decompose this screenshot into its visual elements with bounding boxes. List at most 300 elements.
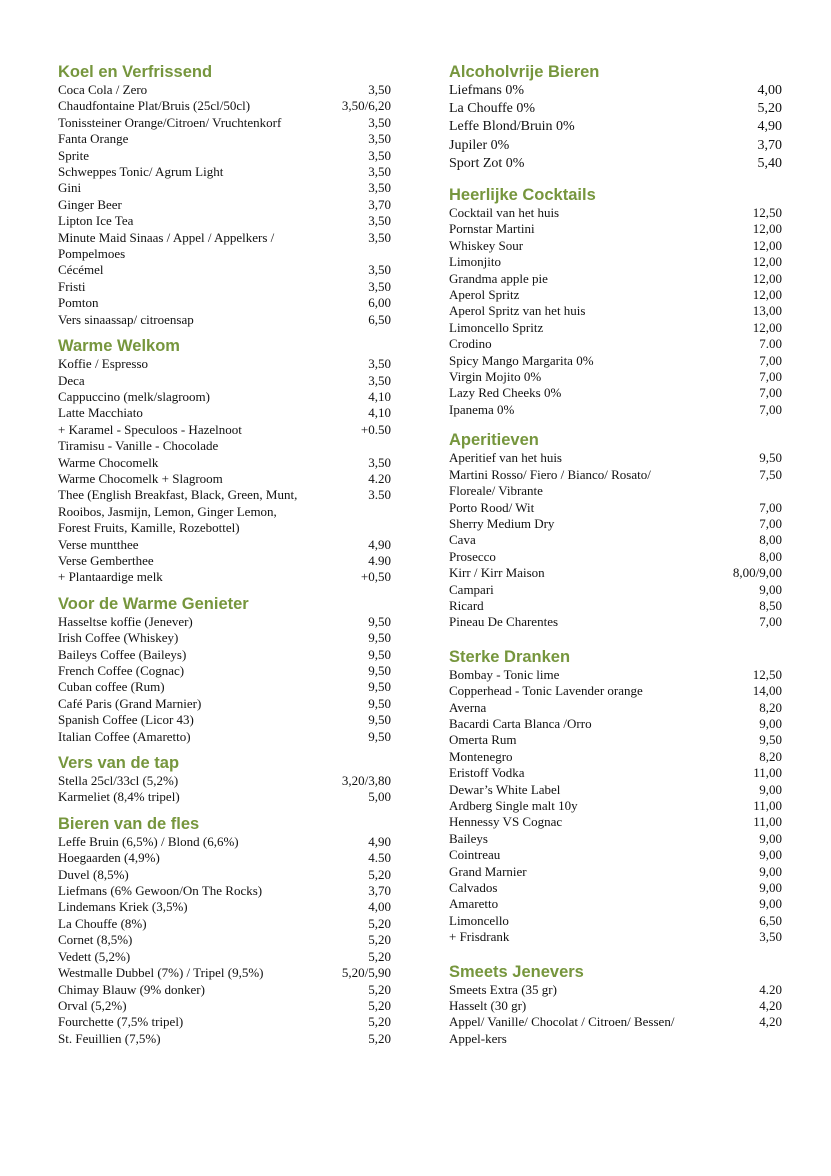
- menu-item: [58, 1014, 391, 1030]
- menu-item: [449, 929, 782, 945]
- menu-item: [58, 630, 391, 646]
- item-list: [449, 82, 782, 173]
- menu-item: [449, 221, 782, 237]
- price: 9,50: [368, 695, 391, 711]
- section-title: Alcoholvrije Bieren: [449, 63, 600, 81]
- item-name: Sport Zot 0%: [449, 155, 525, 171]
- price: 5,20: [368, 1030, 391, 1046]
- item-name: Grandma apple pie: [449, 270, 548, 286]
- menu-item: [58, 789, 391, 805]
- item-name: Baileys Coffee (Baileys): [58, 646, 187, 662]
- menu-item: [58, 373, 391, 389]
- menu-item: [58, 883, 391, 899]
- item-name: Vers sinaassap/ citroensap: [58, 311, 194, 327]
- item-name: Prosecco: [449, 548, 496, 564]
- menu-item: [449, 100, 782, 118]
- menu-item: [449, 565, 782, 581]
- section-bieren-van-de-fles: [58, 814, 391, 1047]
- item-name: + Karamel - Speculoos - Hazelnoot: [58, 421, 242, 437]
- item-list: [58, 356, 391, 586]
- price: 4,90: [757, 119, 782, 135]
- item-name: Cappuccino (melk/slagroom): [58, 388, 210, 404]
- price: 9,50: [368, 712, 391, 728]
- item-name: Koffie / Espresso: [58, 356, 149, 372]
- menu-item: [58, 148, 391, 164]
- item-name: Café Paris (Grand Marnier): [58, 695, 202, 711]
- item-name: Limoncello: [449, 912, 509, 928]
- item-name: Lindemans Kriek (3,5%): [58, 899, 188, 915]
- price: 12,50: [752, 205, 782, 221]
- section-title: Bieren van de fles: [58, 814, 200, 833]
- price: 5,20: [757, 101, 782, 117]
- item-list: [58, 834, 391, 1047]
- item-name: Schweppes Tonic/ Agrum Light: [58, 164, 224, 180]
- item-name: Cuban coffee (Rum): [58, 679, 165, 695]
- price: 4,20: [759, 998, 782, 1014]
- menu-item: [58, 471, 391, 487]
- menu-item: [449, 700, 782, 716]
- item-name: Baileys: [449, 830, 488, 846]
- menu-item: [58, 230, 391, 263]
- price: 7,00: [759, 385, 782, 401]
- item-name: Liefmans (6% Gewoon/On The Rocks): [58, 883, 263, 899]
- section-title: Warme Welkom: [58, 337, 180, 356]
- menu-item: [449, 667, 782, 683]
- price: 7,00: [759, 614, 782, 630]
- price: 4,10: [368, 388, 391, 404]
- item-name: Gini: [58, 180, 82, 196]
- menu-item: [58, 537, 391, 553]
- section-vers-van-de-tap: [58, 753, 391, 806]
- menu-item: [449, 402, 782, 418]
- menu-column-right: [449, 62, 782, 1047]
- menu-item: [58, 712, 391, 728]
- menu-item: [449, 238, 782, 254]
- menu-item: [449, 1014, 782, 1047]
- section-title: Smeets Jenevers: [449, 962, 584, 981]
- item-name: Verse Gemberthee: [58, 552, 154, 568]
- price: 9,00: [759, 863, 782, 879]
- price: 3,50: [368, 278, 391, 294]
- menu-item: [449, 516, 782, 532]
- item-name: La Chouffe (8%): [58, 915, 147, 931]
- menu-item: [58, 115, 391, 131]
- price: 5,20: [368, 915, 391, 931]
- menu-item: [58, 98, 391, 114]
- menu-item: [58, 422, 391, 438]
- item-name: Smeets Extra (35 gr): [449, 981, 557, 997]
- item-list: [449, 450, 782, 630]
- menu-item: [449, 614, 782, 630]
- item-list: [58, 82, 391, 328]
- price: 9,00: [759, 581, 782, 597]
- price: 7,00: [759, 401, 782, 417]
- menu-item: [58, 389, 391, 405]
- price: 7.00: [759, 336, 782, 352]
- price: 9,50: [759, 450, 782, 466]
- menu-item: [58, 696, 391, 712]
- menu-item: [449, 896, 782, 912]
- item-name: Bacardi Carta Blanca /Orro: [449, 715, 592, 731]
- price: 14,00: [752, 683, 782, 699]
- item-name: Minute Maid Sinaas / Appel / Appelkers / Pompelmoes: [58, 229, 275, 262]
- menu-item: [449, 532, 782, 548]
- item-name: Cointreau: [449, 847, 501, 863]
- price: 11,00: [753, 798, 782, 814]
- menu-item: [58, 729, 391, 745]
- menu-item: [449, 582, 782, 598]
- menu-item: [58, 405, 391, 421]
- price: 4.20: [368, 470, 391, 486]
- item-name: Italian Coffee (Amaretto): [58, 728, 191, 744]
- price: +0,50: [360, 569, 391, 585]
- item-name: Pomton: [58, 295, 99, 311]
- section-koel-en-verfrissend: [58, 62, 391, 328]
- price: 8,00/9,00: [732, 565, 782, 581]
- menu-item: [449, 913, 782, 929]
- item-name: Limoncello Spritz: [449, 319, 544, 335]
- menu-item: [58, 164, 391, 180]
- item-name: Vedett (5,2%): [58, 948, 131, 964]
- section-voor-de-warme-genieter: [58, 594, 391, 745]
- item-name: Cava: [449, 532, 476, 548]
- price: 8,50: [759, 597, 782, 613]
- menu-item: [449, 271, 782, 287]
- item-name: Dewar’s White Label: [449, 781, 561, 797]
- menu-item: [58, 834, 391, 850]
- menu-item: [449, 137, 782, 155]
- menu-item: [58, 679, 391, 695]
- item-name: Fristi: [58, 278, 86, 294]
- item-name: Whiskey Sour: [449, 237, 524, 253]
- menu-item: [449, 155, 782, 173]
- item-list: [58, 614, 391, 745]
- price: 8,20: [759, 699, 782, 715]
- price: 9,50: [368, 663, 391, 678]
- item-name: Grand Marnier: [449, 863, 527, 879]
- item-list: [449, 667, 782, 946]
- price: 12,00: [752, 221, 782, 237]
- item-name: Karmeliet (8,4% tripel): [58, 789, 180, 805]
- price: +0.50: [360, 421, 391, 437]
- price: 3,50: [368, 164, 391, 180]
- price: 4,20: [759, 1014, 782, 1030]
- item-name: Pornstar Martini: [449, 221, 535, 237]
- item-name: Tonissteiner Orange/Citroen/ Vruchtenkorf: [58, 114, 282, 130]
- menu-item: [58, 356, 391, 372]
- menu-item: [449, 831, 782, 847]
- item-name: Duvel (8,5%): [58, 866, 129, 882]
- item-name: Ginger Beer: [58, 196, 122, 212]
- item-name: Chimay Blauw (9% donker): [58, 981, 205, 997]
- price: 12,00: [752, 270, 782, 286]
- price: 9,00: [759, 781, 782, 797]
- price: 3,50: [368, 114, 391, 130]
- menu-item: [58, 867, 391, 883]
- menu-item: [449, 880, 782, 896]
- item-name: Omerta Rum: [449, 732, 517, 748]
- menu-item: [449, 385, 782, 401]
- item-name: Leffe Blond/Bruin 0%: [449, 119, 575, 135]
- menu-item: [449, 683, 782, 699]
- menu-item: [449, 598, 782, 614]
- price: 9,50: [368, 646, 391, 662]
- price: 11,00: [753, 765, 782, 781]
- item-name: Sprite: [58, 147, 90, 163]
- menu-item: [449, 814, 782, 830]
- price: 7,00: [759, 352, 782, 368]
- menu-item: [58, 998, 391, 1014]
- item-name: Porto Rood/ Wit: [449, 499, 535, 515]
- item-list: [449, 982, 782, 1048]
- price: 3,70: [368, 196, 391, 212]
- price: 8,20: [759, 748, 782, 764]
- price: 4,00: [757, 83, 782, 98]
- menu-item: [449, 765, 782, 781]
- menu-column-left: [58, 62, 391, 1047]
- item-name: Crodino: [449, 336, 492, 352]
- menu-item: [449, 847, 782, 863]
- menu-item: [449, 982, 782, 998]
- menu-item: [58, 455, 391, 471]
- menu-item: [449, 287, 782, 303]
- item-name: Warme Chocomelk: [58, 454, 159, 470]
- price: 9,50: [368, 679, 391, 695]
- menu-item: [449, 353, 782, 369]
- item-name: Orval (5,2%): [58, 997, 127, 1013]
- menu-item: [449, 205, 782, 221]
- price: 3,50/6,20: [341, 98, 391, 114]
- price: 3.50: [368, 487, 391, 503]
- item-list: [449, 205, 782, 418]
- item-name: Eristoff Vodka: [449, 765, 525, 781]
- price: 12,00: [752, 237, 782, 253]
- menu-item: [449, 998, 782, 1014]
- price: 9,00: [759, 880, 782, 896]
- menu-item: [449, 82, 782, 100]
- menu-item: [58, 312, 391, 328]
- menu-item: [58, 487, 391, 536]
- item-name: Hasseltse koffie (Jenever): [58, 613, 193, 629]
- menu-item: [58, 569, 391, 585]
- menu-item: [58, 850, 391, 866]
- section-title: Heerlijke Cocktails: [449, 186, 596, 205]
- price: 5,40: [757, 155, 782, 171]
- item-name: Latte Macchiato: [58, 405, 143, 421]
- menu-item: [449, 467, 782, 500]
- price: 3,50: [368, 82, 391, 97]
- item-name: Fanta Orange: [58, 131, 129, 147]
- price: 6,50: [759, 912, 782, 928]
- item-name: Liefmans 0%: [449, 83, 525, 98]
- item-name: Calvados: [449, 880, 498, 896]
- menu-item: [58, 663, 391, 679]
- menu-item: [58, 899, 391, 915]
- item-name: Warme Chocomelk + Slagroom: [58, 470, 223, 486]
- section-heerlijke-cocktails: [449, 185, 782, 418]
- price: 3,50: [368, 262, 391, 278]
- menu-item: [449, 320, 782, 336]
- menu-item: [449, 118, 782, 136]
- menu-item: [58, 438, 391, 454]
- section-warme-welkom: [58, 336, 391, 586]
- price: 9,00: [759, 830, 782, 846]
- item-name: Coca Cola / Zero: [58, 82, 148, 97]
- price: 3,50: [368, 147, 391, 163]
- item-name: Averna: [449, 699, 487, 715]
- price: 4,90: [368, 536, 391, 552]
- menu-item: [58, 773, 391, 789]
- item-name: Hennessy VS Cognac: [449, 814, 563, 830]
- price: 9,50: [759, 732, 782, 748]
- item-name: Copperhead - Tonic Lavender orange: [449, 683, 643, 699]
- item-name: Cécémel: [58, 262, 104, 278]
- menu-item: [58, 262, 391, 278]
- item-name: Bombay - Tonic lime: [449, 666, 560, 682]
- item-name: Spicy Mango Margarita 0%: [449, 352, 594, 368]
- item-name: Thee (English Breakfast, Black, Green, Munt, Rooibos, Jasmijn, Lemon, Ginger Lemon, Forest Fruits, Kamille, Rozebottel): [58, 487, 298, 536]
- price: 9,50: [368, 630, 391, 646]
- price: 3,50: [368, 131, 391, 147]
- item-name: Chaudfontaine Plat/Bruis (25cl/50cl): [58, 98, 251, 114]
- menu-item: [449, 716, 782, 732]
- menu-item: [58, 965, 391, 981]
- price: 7,00: [759, 369, 782, 385]
- item-name: Hasselt (30 gr): [449, 998, 527, 1014]
- price: 3,20/3,80: [341, 773, 391, 789]
- price: 3,50: [368, 372, 391, 388]
- item-name: Lipton Ice Tea: [58, 213, 134, 229]
- menu-item: [58, 197, 391, 213]
- item-name: Leffe Bruin (6,5%) / Blond (6,6%): [58, 833, 239, 849]
- item-name: Aperol Spritz van het huis: [449, 303, 586, 319]
- item-name: Fourchette (7,5% tripel): [58, 1014, 184, 1030]
- item-name: Ricard: [449, 597, 484, 613]
- price: 11,00: [753, 814, 782, 830]
- price: 5,20: [368, 981, 391, 997]
- item-name: Aperitief van het huis: [449, 450, 562, 466]
- price: 4,10: [368, 405, 391, 421]
- section-title: Vers van de tap: [58, 754, 180, 773]
- price: 5,20: [368, 948, 391, 964]
- item-name: Ardberg Single malt 10y: [449, 798, 578, 814]
- item-name: Amaretto: [449, 896, 499, 912]
- price: 4.20: [759, 981, 782, 997]
- price: 5,20: [368, 866, 391, 882]
- price: 5,00: [368, 789, 391, 805]
- item-name: Pineau De Charentes: [449, 614, 559, 630]
- price: 13,00: [752, 303, 782, 319]
- item-name: French Coffee (Cognac): [58, 663, 185, 678]
- price: 9,50: [368, 613, 391, 629]
- menu-item: [58, 614, 391, 630]
- menu-item: [58, 180, 391, 196]
- price: 3,50: [759, 929, 782, 945]
- price: 4.50: [368, 850, 391, 866]
- menu-item: [58, 982, 391, 998]
- price: 3,50: [368, 229, 391, 245]
- item-name: Cornet (8,5%): [58, 932, 133, 948]
- item-name: La Chouffe 0%: [449, 101, 536, 117]
- price: 9,00: [759, 847, 782, 863]
- price: 6,50: [368, 311, 391, 327]
- price: 4,00: [368, 899, 391, 915]
- menu-item: [449, 450, 782, 466]
- item-name: Virgin Mojito 0%: [449, 369, 542, 385]
- price: 8,00: [759, 548, 782, 564]
- price: 5,20: [368, 1014, 391, 1030]
- item-name: Hoegaarden (4,9%): [58, 850, 160, 866]
- menu-item: [449, 749, 782, 765]
- menu-item: [449, 500, 782, 516]
- item-name: Martini Rosso/ Fiero / Bianco/ Rosato/ Floreale/ Vibrante: [449, 466, 651, 499]
- section-title: Sterke Dranken: [449, 647, 571, 666]
- price: 12,00: [752, 254, 782, 270]
- menu-item: [58, 932, 391, 948]
- item-name: Appel/ Vanille/ Chocolat / Citroen/ Bessen/ Appel-kers: [449, 1014, 675, 1046]
- item-name: Verse muntthee: [58, 536, 139, 552]
- section-title: Voor de Warme Genieter: [58, 594, 249, 613]
- menu-item: [58, 213, 391, 229]
- item-name: Irish Coffee (Whiskey): [58, 630, 179, 646]
- item-name: Cocktail van het huis: [449, 205, 560, 221]
- price: 3,50: [368, 180, 391, 196]
- menu-item: [449, 369, 782, 385]
- item-name: Jupiler 0%: [449, 137, 510, 153]
- item-name: Montenegro: [449, 748, 513, 764]
- menu-item: [449, 798, 782, 814]
- price: 3,70: [368, 883, 391, 899]
- menu-item: [58, 131, 391, 147]
- price: 12,50: [752, 666, 782, 682]
- menu-item: [449, 549, 782, 565]
- menu-item: [58, 553, 391, 569]
- menu-item: [58, 295, 391, 311]
- menu-item: [449, 303, 782, 319]
- price: 7,50: [759, 466, 782, 482]
- menu-item: [58, 916, 391, 932]
- section-title: Koel en Verfrissend: [58, 63, 213, 81]
- price: 12,00: [752, 319, 782, 335]
- price: 12,00: [752, 287, 782, 303]
- price: 4.90: [368, 552, 391, 568]
- price: 5,20/5,90: [341, 965, 391, 981]
- item-name: Limonjito: [449, 254, 501, 270]
- price: 6,00: [368, 295, 391, 311]
- item-name: + Frisdrank: [449, 929, 510, 945]
- menu-item: [58, 949, 391, 965]
- section-sterke-dranken: [449, 647, 782, 946]
- price: 4,90: [368, 833, 391, 849]
- price: 9,00: [759, 896, 782, 912]
- item-name: Stella 25cl/33cl (5,2%): [58, 773, 179, 789]
- item-name: Tiramisu - Vanille - Chocolade: [58, 438, 219, 454]
- price: 5,20: [368, 932, 391, 948]
- price: 3,50: [368, 356, 391, 372]
- price: 7,00: [759, 515, 782, 531]
- section-alcoholvrije-bieren: [449, 62, 782, 173]
- menu-item: [58, 647, 391, 663]
- item-name: Ipanema 0%: [449, 401, 515, 417]
- item-name: St. Feuillien (7,5%): [58, 1030, 161, 1046]
- menu-item: [449, 336, 782, 352]
- section-smeets-jenevers: [449, 962, 782, 1048]
- menu-item: [449, 782, 782, 798]
- menu-item: [449, 254, 782, 270]
- item-name: Lazy Red Cheeks 0%: [449, 385, 562, 401]
- menu-item: [58, 279, 391, 295]
- price: 3,50: [368, 454, 391, 470]
